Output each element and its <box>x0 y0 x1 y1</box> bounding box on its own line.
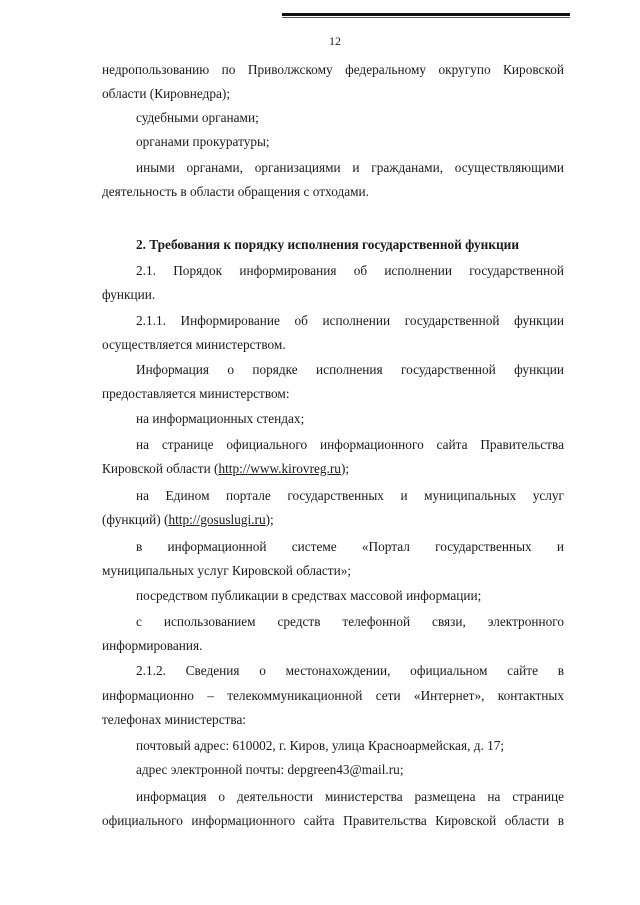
text-line: официального информационного сайта Правительства Кировской области в <box>102 813 564 828</box>
text-line: области (Кировнедра); <box>102 86 231 101</box>
text-line: в информационной системе «Портал государственных и <box>136 539 564 554</box>
text-line: Кировской области (http://www.kirovreg.ru); <box>102 461 350 476</box>
text-line: Информация о порядке исполнения государственной функции <box>136 362 564 377</box>
header-rule <box>282 13 570 16</box>
text-line: 2.1.2. Сведения о местонахождении, официальном сайте в <box>136 663 564 678</box>
text-line: (функций) (http://gosuslugi.ru); <box>102 512 274 527</box>
website-link[interactable]: http://www.kirovreg.ru <box>218 461 341 476</box>
text-line: на странице официального информационного сайта Правительства <box>136 437 564 452</box>
text-line: на Едином портале государственных и муниципальных услуг <box>136 488 564 503</box>
text-line: информационно – телекоммуникационной сети «Интернет», контактных <box>102 688 564 703</box>
text-line: на информационных стендах; <box>136 411 305 426</box>
section-heading: 2. Требования к порядку исполнения государственной функции <box>136 237 519 252</box>
text-line: осуществляется министерством. <box>102 337 286 352</box>
gosuslugi-link[interactable]: http://gosuslugi.ru <box>168 512 266 527</box>
text-line: органами прокуратуры; <box>136 134 270 149</box>
text-line: посредством публикации в средствах массовой информации; <box>136 588 482 603</box>
postal-address: почтовый адрес: 610002, г. Киров, улица Красноармейская, д. 17; <box>136 738 505 753</box>
header-rule-thin <box>282 17 570 18</box>
page-number: 12 <box>329 34 341 48</box>
text-line: иными органами, организациями и гражданами, осуществляющими <box>136 160 564 175</box>
text-line: телефонах министерства: <box>102 712 247 727</box>
text-line: деятельность в области обращения с отходами. <box>102 184 369 199</box>
text-line: информирования. <box>102 638 203 653</box>
text-line: предоставляется министерством: <box>102 386 290 401</box>
email-address: адрес электронной почты: depgreen43@mail.ru; <box>136 762 404 777</box>
text-line: судебными органами; <box>136 110 259 125</box>
text-line: недропользованию по Приволжскому федеральному округупо Кировской <box>102 62 564 77</box>
text-line: с использованием средств телефонной связи, электронного <box>136 614 564 629</box>
text-line: информация о деятельности министерства размещена на странице <box>136 789 564 804</box>
text-line: 2.1. Порядок информирования об исполнении государственной <box>136 263 564 278</box>
text-line: функции. <box>102 287 156 302</box>
text-line: муниципальных услуг Кировской области»; <box>102 563 352 578</box>
text-line: 2.1.1. Информирование об исполнении государственной функции <box>136 313 564 328</box>
